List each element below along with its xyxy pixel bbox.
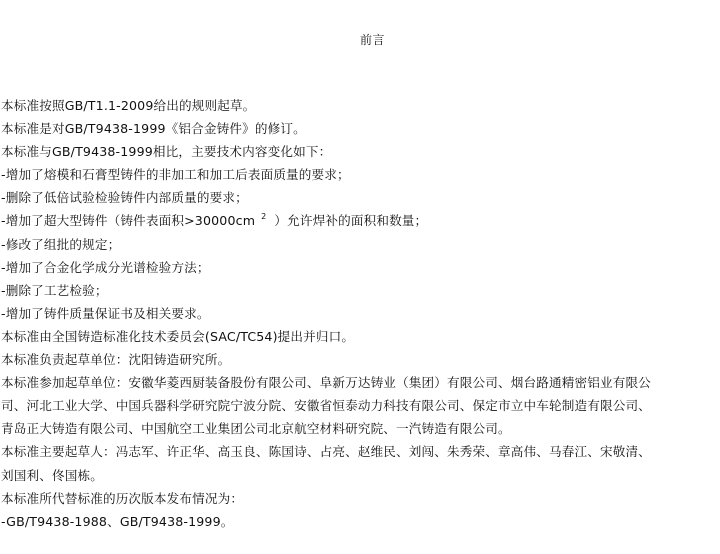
area-text-before: -增加了超大型铸件（铸件表面积>30000cm: [1, 213, 256, 229]
paragraph-line: -增加了熔模和石膏型铸件的非加工和加工后表面质量的要求；: [1, 167, 350, 183]
document-title: 前言: [359, 33, 385, 47]
paragraph-line: -增加了铸件质量保证书及相关要求。: [1, 305, 210, 321]
paragraph-line: -增加了合金化学成分光谱检验方法；: [1, 259, 210, 275]
area-superscript: 2: [261, 212, 267, 222]
paragraph-line: -删除了工艺检验；: [1, 282, 108, 298]
area-text-after: ）允许焊补的面积和数量；: [274, 213, 428, 229]
paragraph-line: 本标准所代替标准的历次版本发布情况为：: [1, 490, 244, 506]
paragraph-line: -修改了组批的规定；: [1, 236, 121, 252]
paragraph-line: 本标准与GB/T9438-1999相比，主要技术内容变化如下：: [1, 144, 332, 160]
paragraph-line: 本标准由全国铸造标准化技术委员会(SAC/TC54)提出并归口。: [1, 328, 355, 344]
paragraph-line: 本标准主要起草人：冯志军、许正华、高玉良、陈国诗、占亮、赵维民、刘闯、朱秀荣、章高伟、马春江、宋敬清、: [1, 444, 651, 460]
paragraph-line: 本标准负责起草单位：沈阳铸造研究所。: [1, 352, 231, 368]
paragraph-line: 本标准参加起草单位：安徽华菱西厨装备股份有限公司、阜新万达铸业（集团）有限公司、烟台路通精密铝业有限公: [1, 375, 651, 391]
paragraph-line: -删除了低倍试验检验铸件内部质量的要求；: [1, 190, 248, 206]
paragraph-line-area: [1, 209, 719, 232]
paragraph-line: 青岛正大铸造有限公司、中国航空工业集团公司北京航空材料研究院、一汽铸造有限公司。: [1, 421, 511, 437]
paragraph-line: 司、河北工业大学、中国兵器科学研究院宁波分院、安徽省恒泰动力科技有限公司、保定市立中车轮制造有限公司、: [1, 398, 651, 414]
paragraph-line: 刘国利、佟国栋。: [1, 467, 103, 483]
document-body: [1, 94, 719, 533]
paragraph-line: -GB/T9438-1988、GB/T9438-1999。: [1, 513, 234, 529]
paragraph-line: 本标准是对GB/T9438-1999《铝合金铸件》的修订。: [1, 121, 306, 137]
paragraph-line: 本标准按照GB/T1.1-2009给出的规则起草。: [1, 98, 256, 113]
